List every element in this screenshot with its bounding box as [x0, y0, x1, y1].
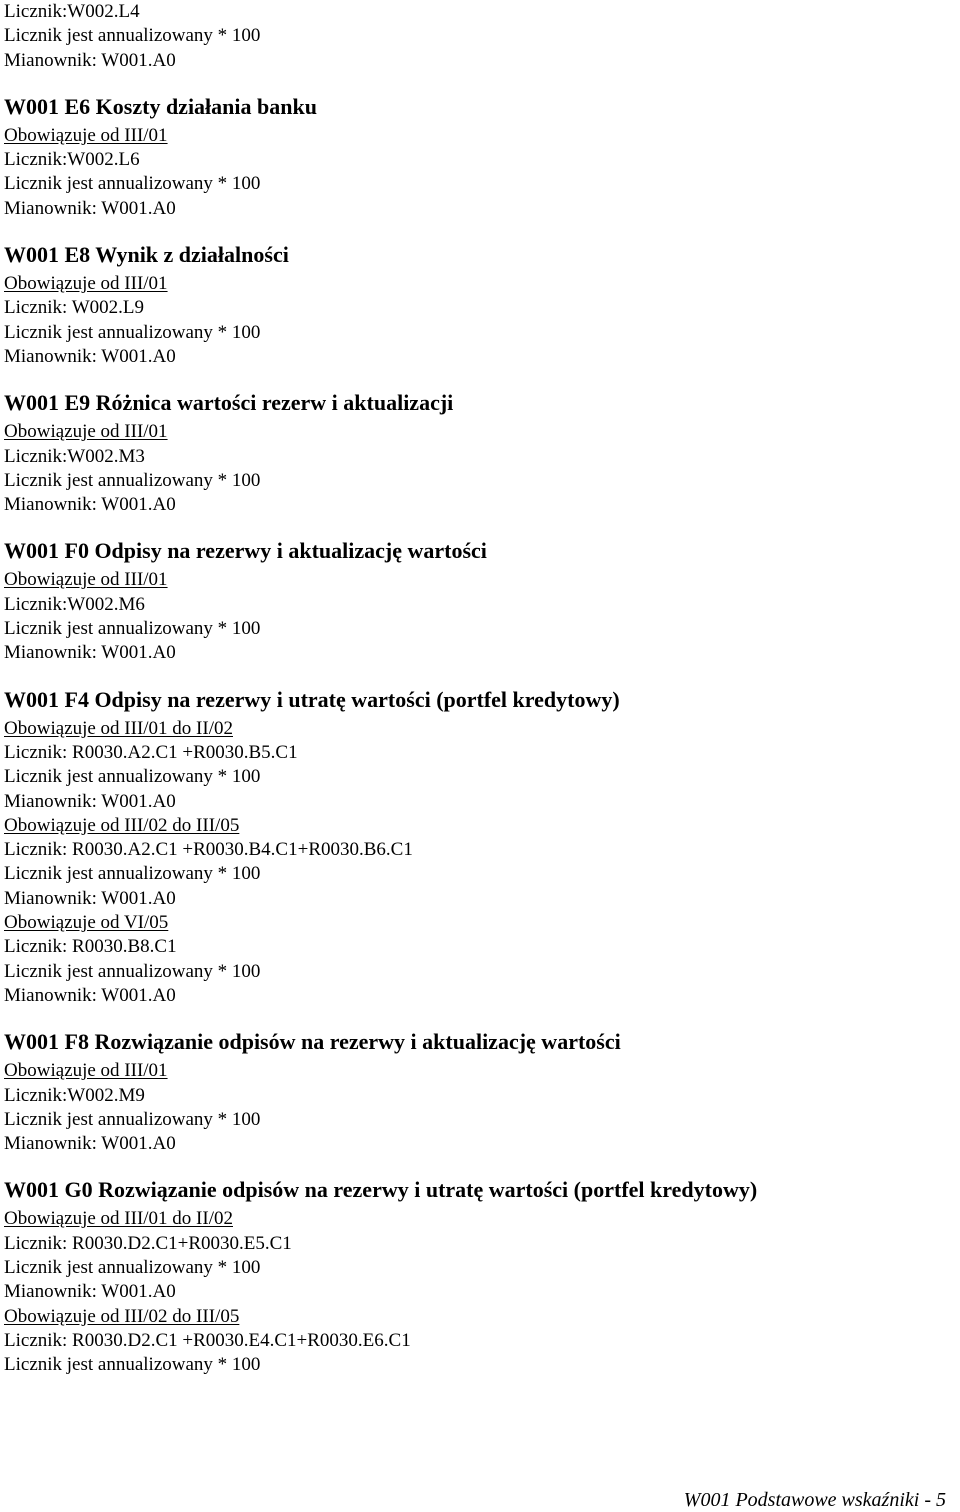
- formula-text: Licznik: W002.L9: [4, 297, 145, 319]
- indicator-section: [4, 389, 954, 517]
- formula-text: Mianownik: W001.A0: [4, 887, 176, 909]
- section-heading: W001 E8 Wynik z działalności: [4, 242, 289, 268]
- formula-line: [4, 617, 954, 641]
- intro-line: Licznik:W002.L4: [4, 1, 140, 22]
- validity-period-text: Obowiązuje od VI/05: [4, 912, 169, 934]
- indicator-section: [4, 537, 954, 665]
- formula-line: [4, 960, 954, 984]
- formula-text: Mianownik: W001.A0: [4, 345, 176, 367]
- section-heading: W001 E6 Koszty działania banku: [4, 93, 317, 119]
- formula-line: [4, 641, 954, 665]
- formula-line: [4, 172, 954, 196]
- formula-text: Licznik: R0030.D2.C1 +R0030.E4.C1+R0030.E6.C1: [4, 1329, 411, 1351]
- validity-period-text: Obowiązuje od III/01: [4, 421, 168, 443]
- formula-text: Licznik:W002.M3: [4, 445, 145, 467]
- validity-period-text: Obowiązuje od III/01 do II/02: [4, 1208, 233, 1230]
- formula-line: [4, 790, 954, 814]
- formula-line: [4, 345, 954, 369]
- validity-period: [4, 124, 954, 148]
- indicator-section: [4, 1176, 954, 1377]
- section-heading: W001 E9 Różnica wartości rezerw i aktualizacji: [4, 390, 454, 416]
- formula-line: [4, 935, 954, 959]
- validity-period-text: Obowiązuje od III/01: [4, 124, 168, 146]
- formula-text: Mianownik: W001.A0: [4, 1133, 176, 1155]
- validity-period: [4, 911, 954, 935]
- formula-text: Licznik:W002.L6: [4, 149, 140, 171]
- validity-period-text: Obowiązuje od III/01 do II/02: [4, 717, 233, 739]
- formula-line: [4, 838, 954, 862]
- formula-text: Licznik: R0030.A2.C1 +R0030.B5.C1: [4, 741, 298, 763]
- formula-line: [4, 1132, 954, 1156]
- formula-line: [4, 1084, 954, 1108]
- page-footer: W001 Podstawowe wskaźniki - 5: [683, 1489, 946, 1511]
- intro-line: Mianownik: W001.A0: [4, 49, 176, 71]
- formula-line: [4, 984, 954, 1008]
- intro-block: [4, 0, 954, 73]
- validity-period: [4, 1207, 954, 1231]
- sections-container: [4, 93, 954, 1378]
- validity-period-text: Obowiązuje od III/02 do III/05: [4, 1305, 240, 1327]
- formula-line: [4, 1108, 954, 1132]
- formula-line: [4, 1256, 954, 1280]
- formula-text: Licznik jest annualizowany * 100: [4, 1256, 261, 1278]
- formula-text: Licznik jest annualizowany * 100: [4, 863, 261, 885]
- section-heading: W001 F0 Odpisy na rezerwy i aktualizację wartości: [4, 538, 487, 564]
- formula-line: [4, 1329, 954, 1353]
- validity-period: [4, 568, 954, 592]
- formula-text: Licznik jest annualizowany * 100: [4, 173, 261, 195]
- formula-text: Licznik jest annualizowany * 100: [4, 321, 261, 343]
- validity-period-text: Obowiązuje od III/01: [4, 273, 168, 295]
- formula-text: Licznik jest annualizowany * 100: [4, 766, 261, 788]
- intro-line: Licznik jest annualizowany * 100: [4, 25, 261, 47]
- validity-period: [4, 420, 954, 444]
- validity-period: [4, 814, 954, 838]
- formula-text: Mianownik: W001.A0: [4, 1281, 176, 1303]
- validity-period: [4, 272, 954, 296]
- formula-line: [4, 593, 954, 617]
- formula-text: Licznik:W002.M9: [4, 1084, 145, 1106]
- section-heading: W001 F4 Odpisy na rezerwy i utratę wartości (portfel kredytowy): [4, 686, 620, 712]
- formula-line: [4, 148, 954, 172]
- formula-line: [4, 296, 954, 320]
- formula-line: [4, 862, 954, 886]
- indicator-section: [4, 1028, 954, 1156]
- formula-line: [4, 493, 954, 517]
- formula-line: [4, 741, 954, 765]
- formula-text: Mianownik: W001.A0: [4, 642, 176, 664]
- formula-line: [4, 321, 954, 345]
- section-heading: W001 F8 Rozwiązanie odpisów na rezerwy i aktualizację wartości: [4, 1029, 621, 1055]
- formula-text: Licznik jest annualizowany * 100: [4, 469, 261, 491]
- formula-text: Mianownik: W001.A0: [4, 790, 176, 812]
- validity-period: [4, 1305, 954, 1329]
- validity-period: [4, 1059, 954, 1083]
- document-body: [4, 0, 954, 1377]
- formula-line: [4, 1280, 954, 1304]
- validity-period-text: Obowiązuje od III/02 do III/05: [4, 814, 240, 836]
- formula-text: Mianownik: W001.A0: [4, 494, 176, 516]
- formula-text: Licznik jest annualizowany * 100: [4, 618, 261, 640]
- indicator-section: [4, 686, 954, 1009]
- formula-text: Licznik jest annualizowany * 100: [4, 960, 261, 982]
- formula-text: Mianownik: W001.A0: [4, 984, 176, 1006]
- validity-period-text: Obowiązuje od III/01: [4, 1060, 168, 1082]
- formula-text: Mianownik: W001.A0: [4, 197, 176, 219]
- formula-line: [4, 887, 954, 911]
- formula-line: [4, 197, 954, 221]
- formula-text: Licznik: R0030.D2.C1+R0030.E5.C1: [4, 1232, 292, 1254]
- validity-period-text: Obowiązuje od III/01: [4, 569, 168, 591]
- formula-line: [4, 1353, 954, 1377]
- indicator-section: [4, 93, 954, 221]
- validity-period: [4, 717, 954, 741]
- formula-text: Licznik jest annualizowany * 100: [4, 1108, 261, 1130]
- formula-line: [4, 445, 954, 469]
- formula-line: [4, 469, 954, 493]
- formula-text: Licznik: R0030.A2.C1 +R0030.B4.C1+R0030.B6.C1: [4, 839, 413, 861]
- formula-text: Licznik: R0030.B8.C1: [4, 936, 177, 958]
- formula-text: Licznik:W002.M6: [4, 593, 145, 615]
- section-heading: W001 G0 Rozwiązanie odpisów na rezerwy i utratę wartości (portfel kredytowy): [4, 1177, 758, 1203]
- formula-text: Licznik jest annualizowany * 100: [4, 1354, 261, 1376]
- formula-line: [4, 1232, 954, 1256]
- formula-line: [4, 765, 954, 789]
- indicator-section: [4, 241, 954, 369]
